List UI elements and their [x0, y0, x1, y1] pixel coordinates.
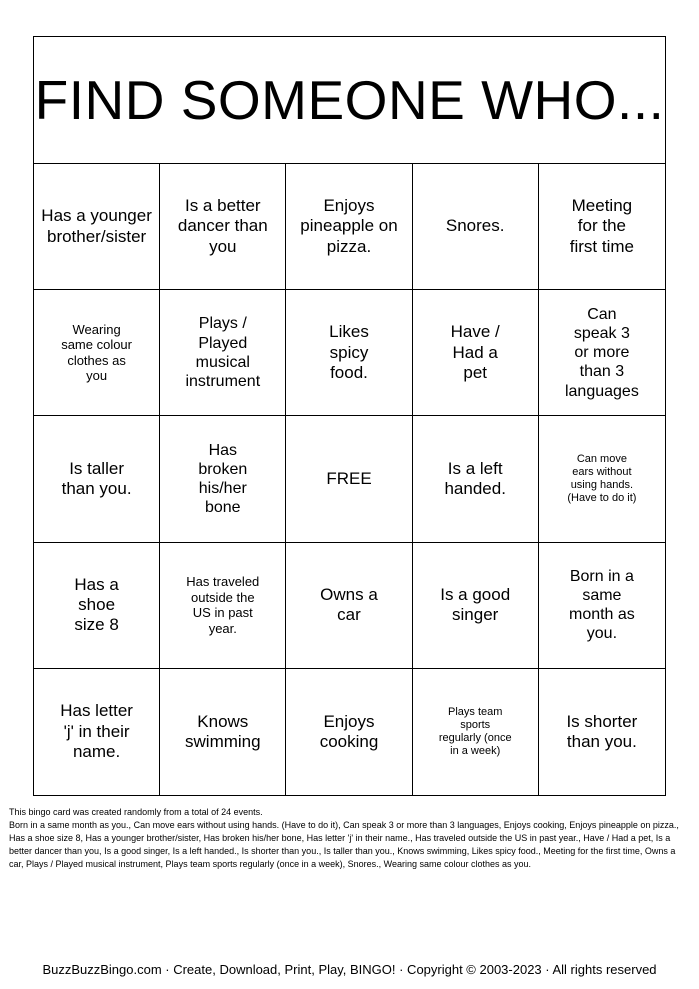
bingo-cell: Has a shoe size 8: [34, 543, 160, 669]
bingo-cell: Can speak 3 or more than 3 languages: [539, 290, 665, 416]
bingo-cell: Is a better dancer than you: [160, 164, 286, 290]
bingo-cell: Snores.: [413, 164, 539, 290]
bingo-cell: Wearing same colour clothes as you: [34, 290, 160, 416]
info-events-list: Born in a same month as you., Can move ears without using hands. (Have to do it), Can speak 3 or more than 3 languages, Enjoys cooking, Enjoys pineapple on pizza., Has a shoe size 8, Has a younger brother/sister, Has broken his/her bone, Has letter 'j' in their name., Has traveled outside the US in past year., Have / Had a pet, Is a better dancer than you, Is a good singer, Is a left handed., Is shorter than you., Is taller than you., Knows swimming, Likes spicy food., Meeting for the first time, Owns a car, Plays / Played musical instrument, Plays team sports regularly (once in a week), Snores., Wearing same colour clothes as you.: [9, 820, 679, 869]
bingo-cell: Has a younger brother/sister: [34, 164, 160, 290]
bingo-cell: Is shorter than you.: [566, 711, 638, 751]
bingo-cell: Has traveled outside the US in past year.: [160, 543, 286, 669]
bingo-cell: Can move ears without using hands. (Have to do it): [539, 416, 665, 542]
bingo-cell: Owns a car: [286, 543, 412, 669]
bingo-cell: Is a good singer: [413, 543, 539, 669]
bingo-cell: Has letter 'j' in their name.: [34, 669, 160, 795]
bingo-cell: Knows swimming: [160, 669, 286, 795]
bingo-cell: Plays / Played musical instrument: [160, 290, 286, 416]
bingo-cell: Enjoys pineapple on pizza.: [286, 164, 412, 290]
bingo-cell: Likes spicy food.: [286, 290, 412, 416]
bingo-grid: [34, 164, 665, 795]
bingo-cell: Is taller than you.: [34, 416, 160, 542]
bingo-cell: Has broken his/her bone: [160, 416, 286, 542]
bingo-cell: Have / Had a pet: [413, 290, 539, 416]
bingo-cell: Meeting for the first time: [539, 164, 665, 290]
card-title: FIND SOMEONE WHO...: [34, 37, 665, 164]
bingo-cell: Is a left handed.: [413, 416, 539, 542]
bingo-cell: Plays team sports regularly (once in a week): [413, 669, 539, 795]
bingo-cell-free: FREE: [286, 416, 412, 542]
bingo-card: [33, 36, 666, 796]
bingo-cell: Enjoys cooking: [286, 669, 412, 795]
card-info: [9, 806, 691, 871]
site-footer: BuzzBuzzBingo.com · Create, Download, Print, Play, BINGO! · Copyright © 2003-2023 · All rights reserved: [42, 962, 657, 977]
bingo-cell: Born in a same month as you.: [539, 543, 665, 669]
info-summary: This bingo card was created randomly from a total of 24 events.: [9, 807, 263, 817]
